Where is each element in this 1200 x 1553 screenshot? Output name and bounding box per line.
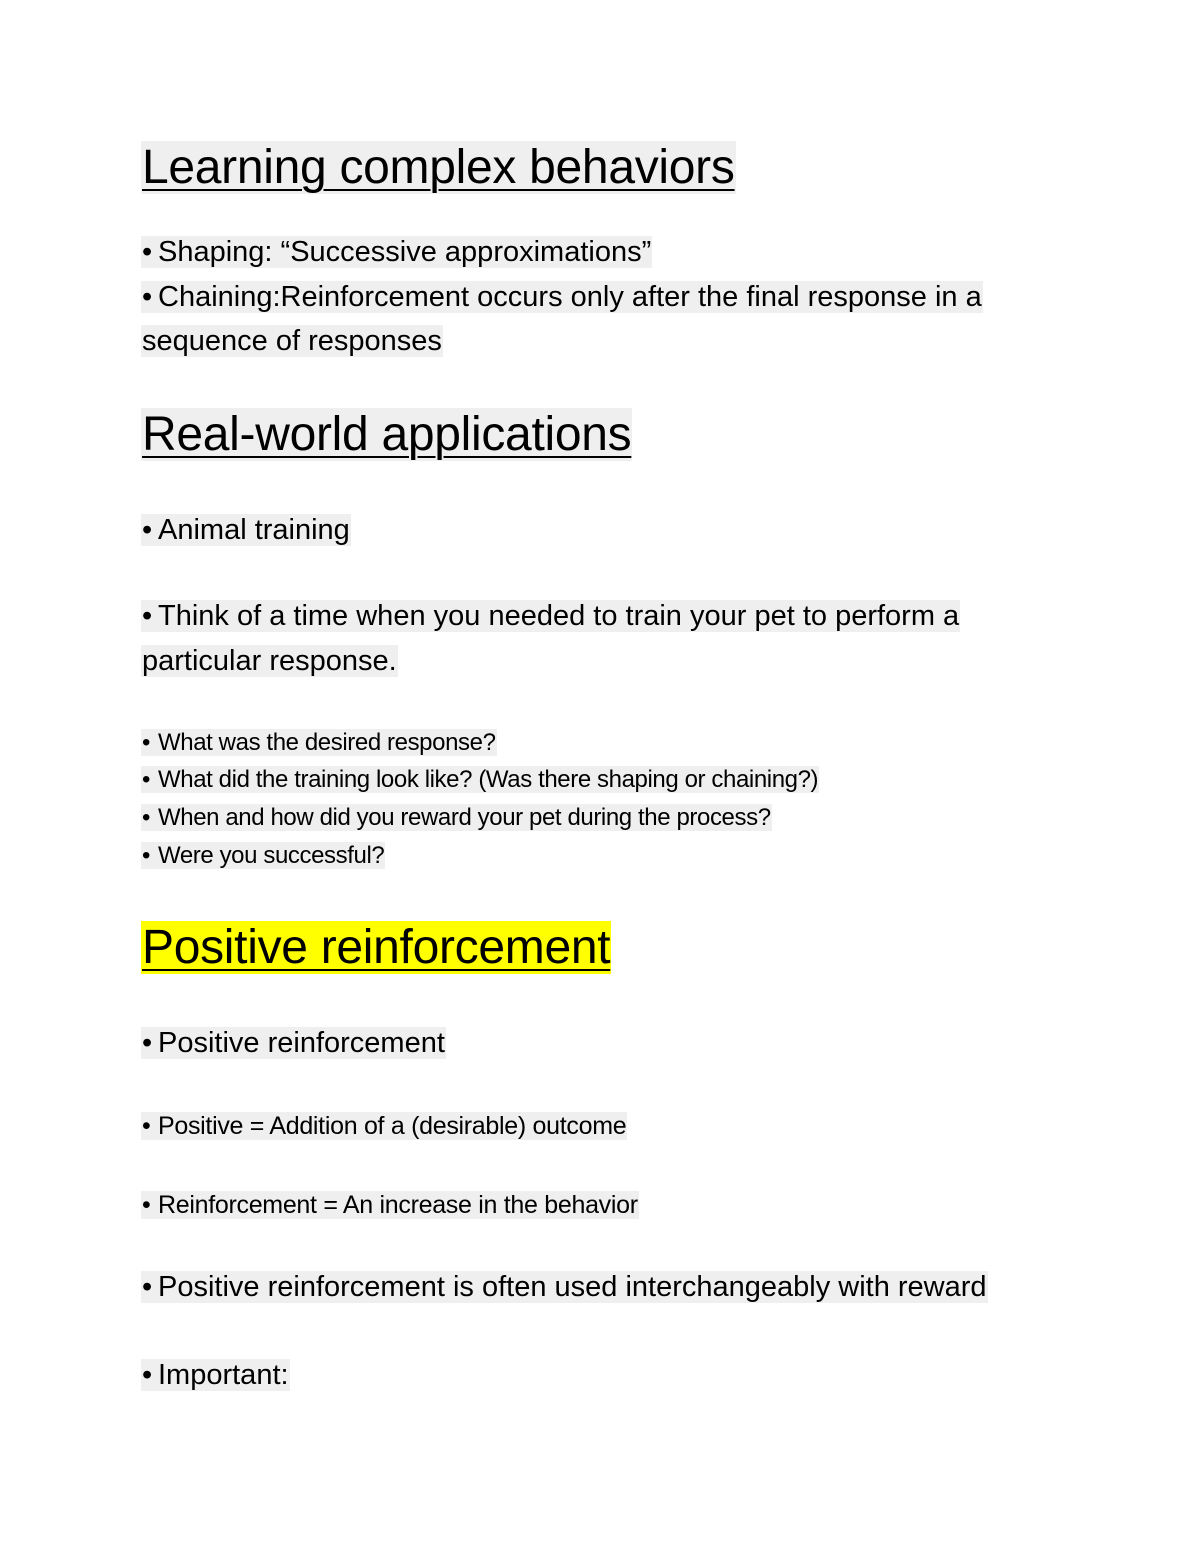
- list-item: • What did the training look like? (Was there shaping or chaining?): [142, 766, 819, 793]
- list-item: • Positive = Addition of a (desirable) outcome: [142, 1112, 627, 1140]
- list-item: • Positive reinforcement is often used interchangeably with reward: [142, 1271, 987, 1303]
- list-item: • When and how did you reward your pet during the process?: [142, 804, 771, 831]
- list-item: • Were you successful?: [142, 842, 385, 869]
- list-item: • Important:: [142, 1359, 289, 1391]
- list-item: • Shaping: “Successive approximations”: [142, 236, 652, 268]
- list-item-continuation: particular response.: [142, 645, 397, 677]
- heading-positive-reinforcement: Positive reinforcement: [142, 921, 611, 974]
- list-item: • Animal training: [142, 514, 350, 546]
- list-item: • Reinforcement = An increase in the behavior: [142, 1191, 638, 1219]
- heading-learning-complex-behaviors: Learning complex behaviors: [142, 141, 735, 194]
- list-item: • Think of a time when you needed to train your pet to perform a: [142, 600, 960, 632]
- list-item: • Chaining:Reinforcement occurs only after the final response in a: [142, 281, 982, 313]
- list-item-continuation: sequence of responses: [142, 325, 442, 357]
- heading-real-world-applications: Real-world applications: [142, 408, 632, 461]
- list-item: • Positive reinforcement: [142, 1027, 445, 1059]
- list-item: • What was the desired response?: [142, 729, 496, 756]
